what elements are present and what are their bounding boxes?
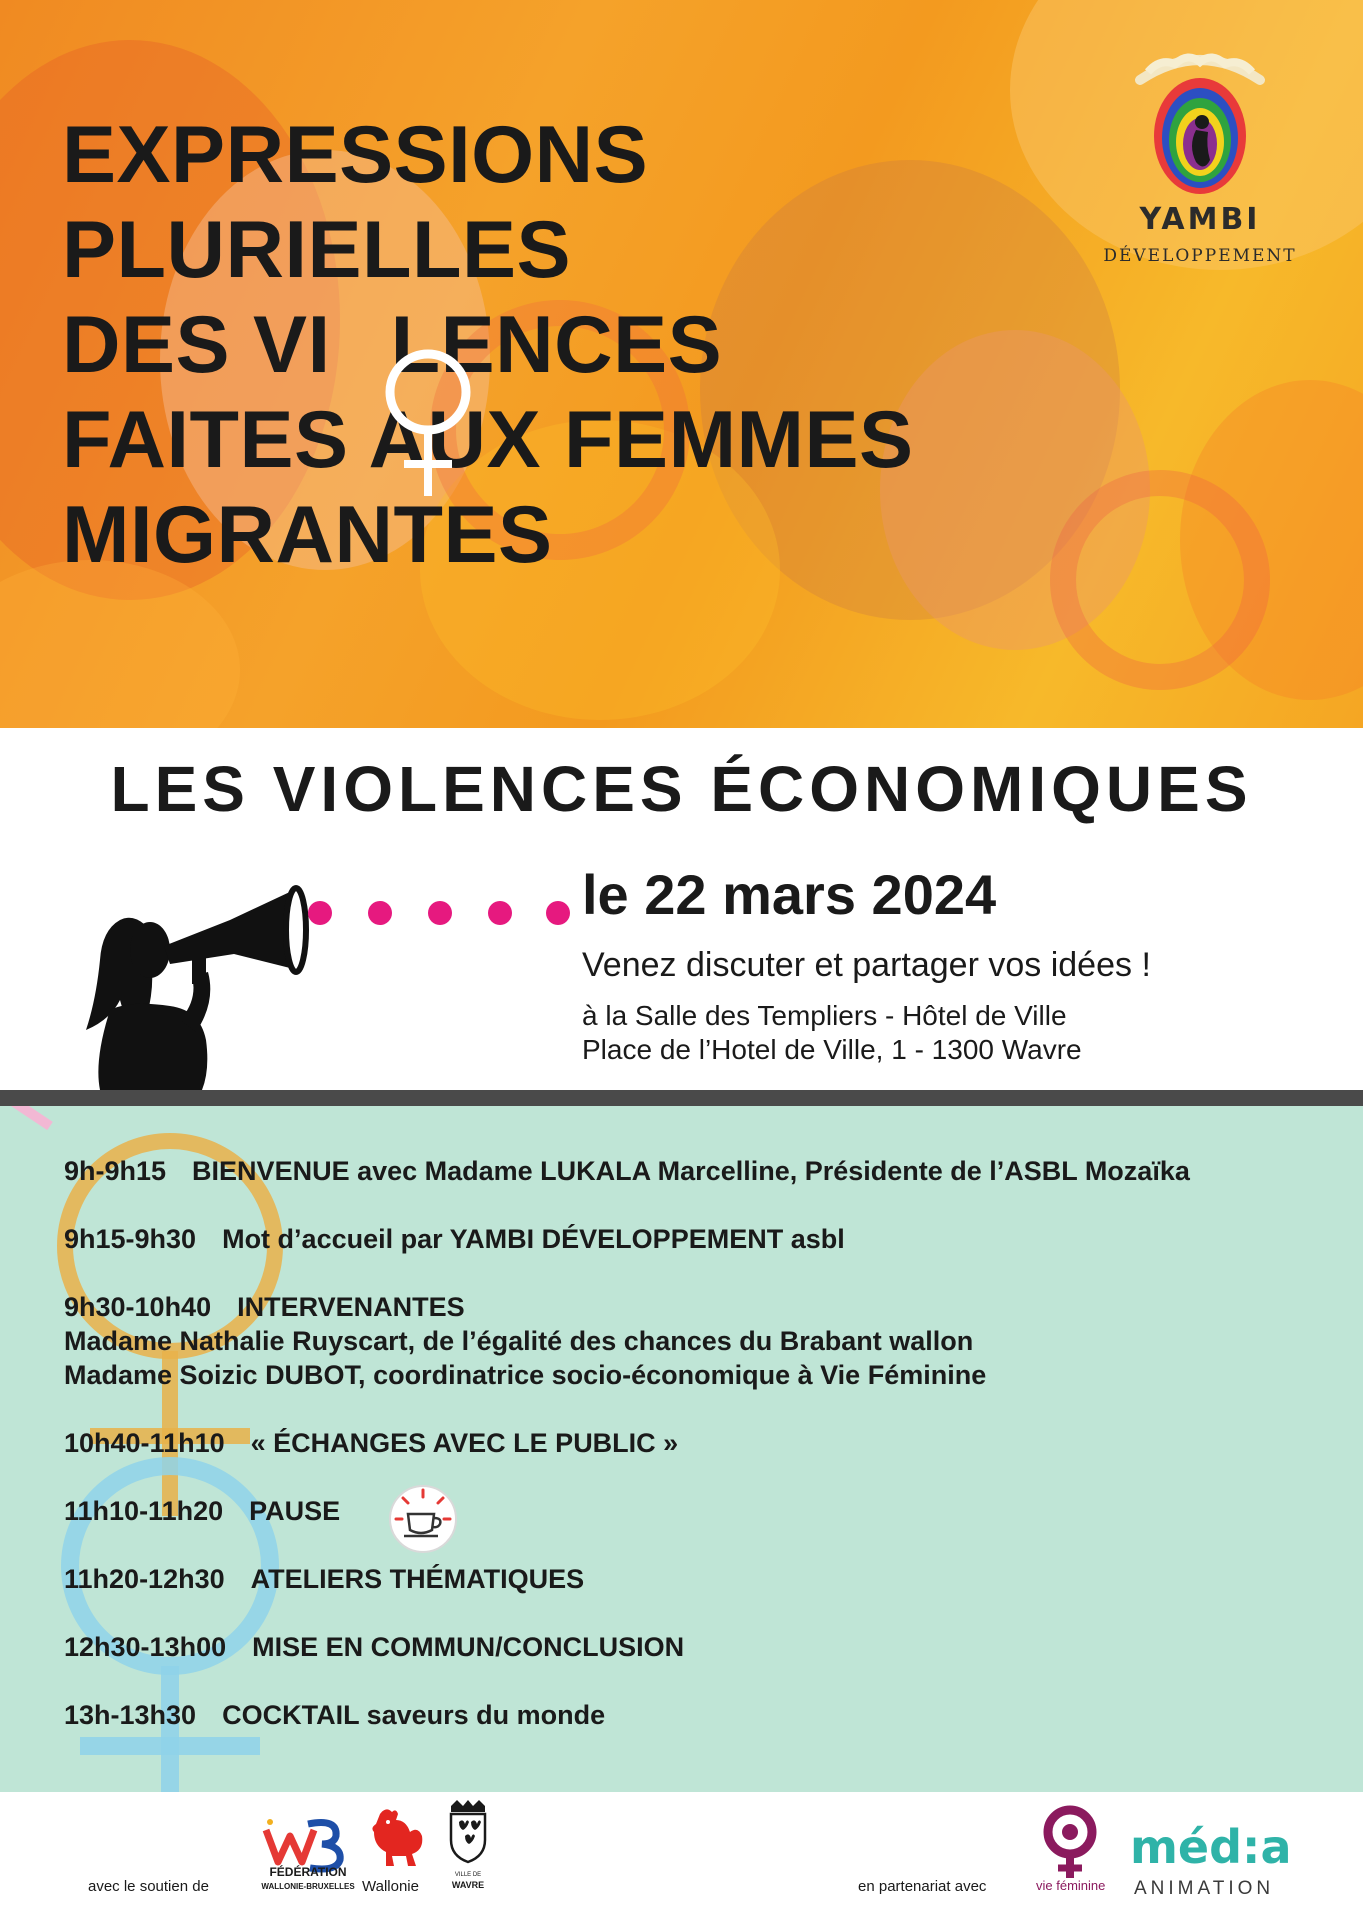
- yambi-emblem-icon: [1130, 50, 1270, 200]
- footer: [0, 1792, 1363, 1920]
- magenta-dots-decoration: [300, 896, 580, 930]
- title-line: PLURIELLES: [62, 205, 572, 295]
- yambi-subtitle: DÉVELOPPEMENT: [1103, 246, 1297, 266]
- program-time: 12h30-13h00: [64, 1632, 227, 1662]
- program-text: Mot d’accueil par YAMBI DÉVELOPPEMENT asbl: [222, 1224, 845, 1254]
- program-time: 11h20-12h30: [64, 1564, 225, 1594]
- program-item: [64, 1426, 678, 1460]
- wavre-label-line: VILLE DE: [454, 1872, 482, 1878]
- program-item-detail: Madame Nathalie Ruyscart, de l’égalité des chances du Brabant wallon: [64, 1326, 974, 1356]
- program-text: INTERVENANTES: [237, 1292, 465, 1322]
- program-time: 13h-13h30: [64, 1700, 197, 1730]
- media-animation-logo: méd:a: [1130, 1820, 1292, 1874]
- yambi-name: YAMBI: [1139, 202, 1261, 237]
- vie-feminine-label: vie féminine: [1036, 1878, 1106, 1893]
- coffee-cup-icon: [388, 1484, 458, 1554]
- program-time: 9h15-9h30: [64, 1224, 197, 1254]
- wallonie-rooster-icon: [366, 1806, 426, 1870]
- woman-with-megaphone-icon: [80, 880, 310, 1090]
- support-text: avec le soutien de: [88, 1878, 209, 1895]
- section-divider: [0, 1090, 1363, 1106]
- program-text: ATELIERS THÉMATIQUES: [250, 1564, 585, 1594]
- title-fragment: DES VI: [62, 300, 331, 390]
- wavre-coat-of-arms-icon: [445, 1800, 491, 1900]
- program-section: [0, 1106, 1363, 1792]
- program-time: 11h10-11h20: [64, 1496, 224, 1526]
- fwb-label-line: WALLONIE-BRUXELLES: [261, 1882, 355, 1891]
- event-venue: à la Salle des Templiers - Hôtel de Ville: [582, 1000, 1067, 1031]
- partner-text: en partenariat avec: [858, 1878, 987, 1895]
- media-animation-subtitle: ANIMATION: [1134, 1878, 1275, 1899]
- program-text: MISE EN COMMUN/CONCLUSION: [252, 1632, 685, 1662]
- program-text: PAUSE: [249, 1496, 341, 1526]
- yambi-logo: [1090, 50, 1310, 280]
- blue-venus-symbol-icon: [30, 1416, 350, 1792]
- background-shape: [0, 560, 240, 728]
- vie-feminine-logo: [1034, 1804, 1104, 1884]
- program-item: [64, 1562, 584, 1596]
- program-text: COCKTAIL saveurs du monde: [222, 1700, 606, 1730]
- program-time: 9h-9h15: [64, 1156, 167, 1186]
- program-item-detail: Madame Soizic DUBOT, coordinatrice socio-économique à Vie Féminine: [64, 1360, 987, 1390]
- fwb-label: [248, 1866, 368, 1893]
- program-text: BIENVENUE avec Madame LUKALA Marcelline, Présidente de l’ASBL Mozaïka: [192, 1156, 1190, 1186]
- program-time: 10h40-11h10: [64, 1428, 225, 1458]
- wavre-label-line: WAVRE: [451, 1880, 485, 1890]
- program-text: « ÉCHANGES AVEC LE PUBLIC »: [250, 1428, 679, 1458]
- hero-banner: [0, 0, 1363, 728]
- program-item: [64, 1154, 1190, 1188]
- title-fragment: LENCES: [390, 300, 723, 390]
- poster-title: [62, 108, 914, 583]
- event-date: le 22 mars 2024: [582, 863, 997, 926]
- title-line: EXPRESSIONS: [62, 110, 649, 200]
- title-line: FAITES AUX FEMMES: [62, 395, 914, 485]
- program-time: 9h30-10h40: [64, 1292, 212, 1322]
- venus-symbol-icon: [380, 348, 490, 498]
- program-item: [64, 1698, 605, 1732]
- event-theme: LES VIOLENCES ÉCONOMIQUES: [110, 753, 1253, 825]
- program-item: [64, 1290, 465, 1324]
- event-invitation: Venez discuter et partager vos idées !: [582, 946, 1151, 984]
- title-line: MIGRANTES: [62, 490, 553, 580]
- program-item: [64, 1494, 340, 1528]
- wallonie-label: Wallonie: [362, 1878, 419, 1895]
- program-item: [64, 1222, 845, 1256]
- program-item: [64, 1630, 684, 1664]
- fwb-label-line: FÉDÉRATION: [269, 1865, 347, 1879]
- background-ring: [1050, 470, 1270, 690]
- event-address: Place de l’Hotel de Ville, 1 - 1300 Wavre: [582, 1034, 1082, 1065]
